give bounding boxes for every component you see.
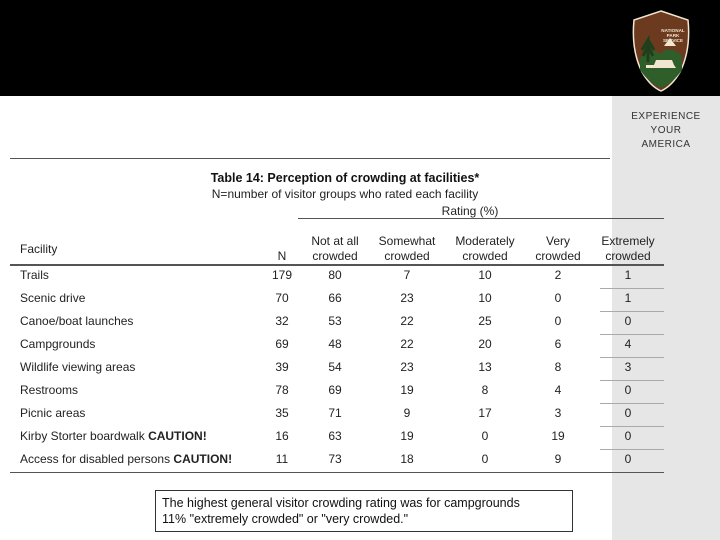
row-label (20, 406, 85, 421)
row-separator (600, 334, 664, 335)
table-heading (180, 170, 510, 202)
somewhat-header (372, 234, 442, 264)
cell-very: 8 (554, 360, 562, 374)
moderately-header-line-1: Moderately (455, 234, 515, 248)
somewhat-header-line-2: crowded (384, 249, 430, 263)
cell-moderately: 10 (478, 291, 492, 305)
facility-name: Trails (20, 268, 49, 282)
cell-n: 32 (275, 314, 289, 328)
tagline-line-2: YOUR (650, 125, 682, 136)
facility-name: Scenic drive (20, 291, 86, 305)
very-header-line-2: crowded (535, 249, 581, 263)
logo-text-1: NATIONAL (661, 28, 685, 33)
tagline-line-1: EXPERIENCE (631, 111, 701, 122)
cell-extremely: 0 (624, 452, 632, 466)
extremely-header (592, 234, 664, 264)
row-separator (600, 380, 664, 381)
caution-flag: CAUTION! (173, 452, 233, 466)
facility-name: Restrooms (20, 383, 79, 397)
bottom-rule (10, 472, 664, 473)
note-line-1: The highest general visitor crowding rating was for campgrounds (162, 496, 520, 510)
row-separator (600, 449, 664, 450)
facility-name: Kirby Storter boardwalk (20, 429, 149, 443)
cell-moderately: 10 (478, 268, 492, 282)
not-at-all-header-line-1: Not at all (311, 234, 359, 248)
cell-moderately: 17 (478, 406, 492, 420)
cell-moderately: 13 (478, 360, 492, 374)
cell-very: 9 (554, 452, 562, 466)
cell-moderately: 20 (478, 337, 492, 351)
cell-not-at-all: 71 (328, 406, 342, 420)
cell-n: 179 (271, 268, 293, 282)
row-label (20, 360, 135, 375)
extremely-header-line-1: Extremely (601, 234, 655, 248)
header-band (0, 0, 720, 96)
note-line-2: 11% "extremely crowded" or "very crowded." (162, 512, 409, 526)
cell-not-at-all: 48 (328, 337, 342, 351)
cell-very: 4 (554, 383, 562, 397)
cell-very: 0 (554, 291, 562, 305)
cell-not-at-all: 69 (328, 383, 342, 397)
row-separator (600, 403, 664, 404)
row-label (20, 383, 78, 398)
nps-arrowhead-icon (630, 10, 692, 92)
cell-somewhat: 19 (400, 383, 414, 397)
tagline (612, 110, 720, 152)
row-separator (600, 426, 664, 427)
cell-somewhat: 19 (400, 429, 414, 443)
cell-not-at-all: 63 (328, 429, 342, 443)
moderately-header (447, 234, 523, 264)
cell-somewhat: 22 (400, 314, 414, 328)
cell-very: 19 (551, 429, 565, 443)
cell-somewhat: 18 (400, 452, 414, 466)
table-subtitle: N=number of visitor groups who rated each facility (211, 187, 479, 201)
cell-extremely: 0 (624, 406, 632, 420)
header-rule (10, 264, 664, 266)
not-at-all-header-line-2: crowded (312, 249, 358, 263)
cell-extremely: 1 (624, 291, 632, 305)
cell-not-at-all: 54 (328, 360, 342, 374)
logo-text-3: SERVICE (662, 38, 684, 43)
row-label (20, 268, 49, 283)
cell-n: 69 (275, 337, 289, 351)
rating-label: Rating (%) (441, 204, 499, 218)
cell-extremely: 1 (624, 268, 632, 282)
row-label (20, 452, 232, 467)
cell-extremely: 0 (624, 314, 632, 328)
cell-not-at-all: 66 (328, 291, 342, 305)
cell-moderately: 25 (478, 314, 492, 328)
very-header-line-1: Very (545, 234, 570, 248)
cell-somewhat: 9 (403, 406, 411, 420)
facility-name: Picnic areas (20, 406, 86, 420)
cell-extremely: 4 (624, 337, 632, 351)
cell-somewhat: 22 (400, 337, 414, 351)
cell-extremely: 0 (624, 429, 632, 443)
n-header: N (277, 249, 287, 263)
cell-very: 3 (554, 406, 562, 420)
very-header (528, 234, 588, 264)
facility-header: Facility (20, 242, 58, 256)
not-at-all-header (300, 234, 370, 264)
top-rule (10, 158, 610, 159)
row-label (20, 314, 133, 329)
row-label (20, 291, 85, 306)
row-label (20, 337, 95, 352)
row-separator (600, 311, 664, 312)
row-separator (600, 357, 664, 358)
cell-n: 39 (275, 360, 289, 374)
cell-somewhat: 7 (403, 268, 411, 282)
cell-n: 11 (275, 452, 289, 466)
row-separator (600, 288, 664, 289)
somewhat-header-line-1: Somewhat (378, 234, 436, 248)
cell-not-at-all: 53 (328, 314, 342, 328)
cell-somewhat: 23 (400, 360, 414, 374)
cell-not-at-all: 73 (328, 452, 342, 466)
tagline-line-3: AMERICA (641, 139, 691, 150)
extremely-header-line-2: crowded (605, 249, 651, 263)
cell-moderately: 0 (481, 429, 489, 443)
note-box (155, 490, 573, 532)
cell-moderately: 0 (481, 452, 489, 466)
facility-name: Canoe/boat launches (20, 314, 134, 328)
cell-n: 78 (275, 383, 289, 397)
rating-rule (298, 218, 664, 219)
cell-n: 70 (275, 291, 289, 305)
cell-n: 16 (275, 429, 289, 443)
facility-name: Wildlife viewing areas (20, 360, 136, 374)
table-title: Table 14: Perception of crowding at facilities* (210, 171, 480, 185)
cell-very: 6 (554, 337, 562, 351)
cell-somewhat: 23 (400, 291, 414, 305)
moderately-header-line-2: crowded (462, 249, 508, 263)
cell-extremely: 3 (624, 360, 632, 374)
caution-flag: CAUTION! (148, 429, 207, 443)
row-label (20, 429, 207, 444)
cell-not-at-all: 80 (328, 268, 342, 282)
cell-very: 2 (554, 268, 562, 282)
cell-n: 35 (275, 406, 289, 420)
cell-extremely: 0 (624, 383, 632, 397)
cell-very: 0 (554, 314, 562, 328)
facility-name: Campgrounds (20, 337, 96, 351)
cell-moderately: 8 (481, 383, 489, 397)
logo-text-2: PARK (666, 33, 680, 38)
facility-name: Access for disabled persons (20, 452, 174, 466)
